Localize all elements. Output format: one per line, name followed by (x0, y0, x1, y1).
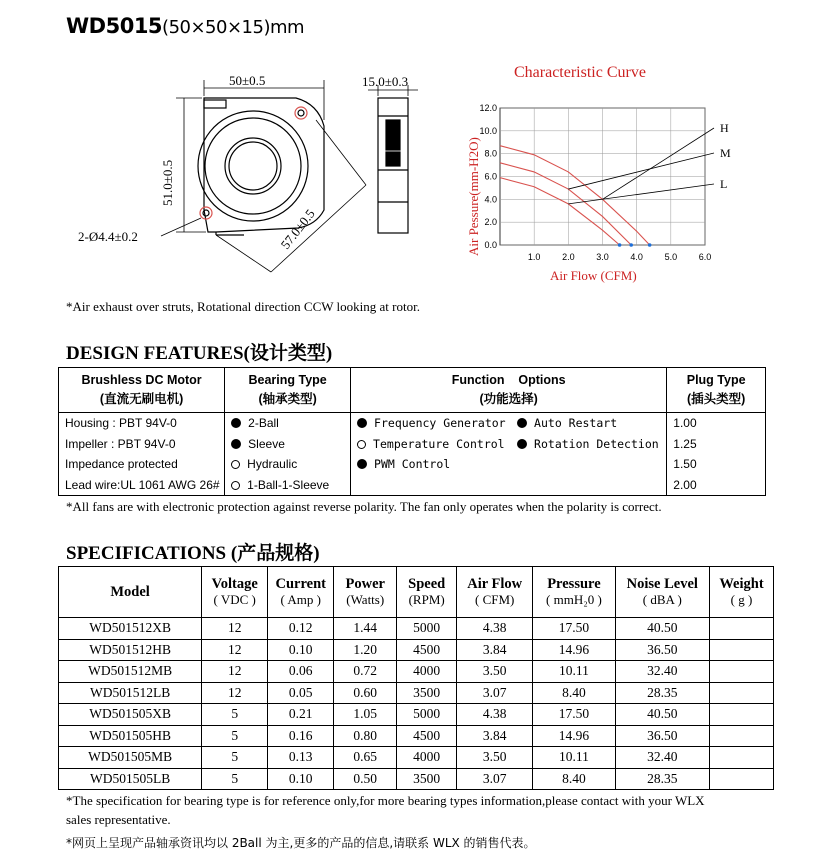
plug-type-value: 1.25 (673, 436, 697, 451)
specifications-heading: SPECIFICATIONS (产品规格) (66, 543, 320, 564)
spec-cell: 17.50 (533, 704, 615, 726)
spec-cell (710, 682, 774, 704)
motor-spec-list (59, 413, 225, 496)
spec-cell: 4500 (397, 725, 457, 747)
spec-cell: 12 (202, 682, 268, 704)
bearing-option: 1-Ball-1-Sleeve (225, 475, 350, 496)
x-tick-label: 4.0 (630, 252, 643, 262)
series-endpoint (618, 243, 622, 247)
spec-col-header: Voltage ( VDC ) (202, 567, 268, 618)
open-bullet-icon (231, 460, 240, 469)
series-curve-h (500, 146, 650, 245)
spec-cell: 36.50 (615, 639, 709, 661)
spec-cell: 3500 (397, 768, 457, 790)
spec-col-header: Pressure ( mmH₂0 ) (533, 567, 615, 618)
spec-cell (710, 704, 774, 726)
exhaust-tab (204, 100, 226, 108)
spec-cell: 14.96 (533, 725, 615, 747)
x-tick-label: 2.0 (562, 252, 575, 262)
spec-note-line2: sales representative. (66, 812, 171, 827)
spec-col-header: Weight ( g ) (710, 567, 774, 618)
mount-hole-top (295, 107, 307, 119)
design-features-heading: DESIGN FEATURES(设计类型) (66, 343, 333, 364)
spec-col-header: Speed (RPM) (397, 567, 457, 618)
spec-cell: 4000 (397, 661, 457, 683)
plug-header: Plug Type (插头类型) (667, 368, 766, 413)
y-tick-label: 12.0 (479, 103, 497, 113)
spec-cell: 5 (202, 725, 268, 747)
spec-cell (710, 747, 774, 769)
spec-cell: 12 (202, 661, 268, 683)
thickness-dimension: 15.0±0.3 (362, 74, 409, 89)
fan-hub (225, 138, 281, 194)
function-option: Auto Restart (511, 413, 661, 434)
function-option: Frequency Generator (351, 413, 511, 434)
spec-note-line1: *The specification for bearing type is for reference only,for more bearing types information,please contact with your WLX (66, 793, 705, 808)
polarity-note: *All fans are with electronic protection against reverse polarity. The fan only operates when the polarity is correct. (66, 499, 662, 514)
open-bullet-icon (357, 440, 366, 449)
spec-model-cell: WD501512XB (59, 618, 202, 640)
filled-bullet-icon (517, 439, 527, 449)
series-label: H (720, 121, 729, 135)
series-endpoint (648, 243, 652, 247)
series-leader-line (568, 153, 714, 189)
spec-cell (710, 661, 774, 683)
spec-cell: 0.21 (268, 704, 334, 726)
series-label: M (720, 146, 731, 160)
spec-row (59, 618, 774, 640)
spec-cell: 0.10 (268, 768, 334, 790)
spec-cell: 0.80 (334, 725, 397, 747)
spec-model-cell: WD501505MB (59, 747, 202, 769)
spec-cell: 10.11 (533, 661, 615, 683)
spec-cell: 0.72 (334, 661, 397, 683)
series-label: L (720, 177, 728, 191)
filled-bullet-icon (357, 459, 367, 469)
spec-cell: 17.50 (533, 618, 615, 640)
spec-cell: 8.40 (533, 768, 615, 790)
spec-cell: 0.60 (334, 682, 397, 704)
series-curve-l (500, 178, 620, 245)
spec-cell (710, 768, 774, 790)
spec-cell: 4.38 (457, 704, 533, 726)
spec-model-cell: WD501505HB (59, 725, 202, 747)
spec-cell: 36.50 (615, 725, 709, 747)
spec-cell: 0.06 (268, 661, 334, 683)
motor-spec-item: Housing : PBT 94V-0 (65, 416, 177, 430)
spec-cell: 5 (202, 747, 268, 769)
spec-cell: 0.10 (268, 639, 334, 661)
spec-col-header: Model (59, 567, 202, 618)
spec-cell: 32.40 (615, 747, 709, 769)
spec-cell (710, 639, 774, 661)
x-tick-label: 6.0 (698, 252, 712, 262)
x-tick-label: 1.0 (527, 252, 541, 262)
spec-row (59, 747, 774, 769)
width-dimension: 50±0.5 (229, 73, 266, 88)
bearing-option: 2-Ball (225, 413, 350, 434)
spec-cell (710, 618, 774, 640)
x-tick-label: 3.0 (596, 252, 609, 262)
spec-model-cell: WD501505LB (59, 768, 202, 790)
spec-cell: 1.44 (334, 618, 397, 640)
series-leader-line (603, 128, 715, 199)
spec-cell: 0.50 (334, 768, 397, 790)
motor-spec-item: Lead wire:UL 1061 AWG 26# (65, 477, 220, 492)
filled-bullet-icon (231, 439, 241, 449)
model-name: WD5015 (66, 14, 163, 38)
spec-col-header: Current ( Amp ) (268, 567, 334, 618)
model-dimensions: (50×50×15)mm (162, 17, 305, 38)
spec-cell: 0.12 (268, 618, 334, 640)
spec-cell: 12 (202, 618, 268, 640)
spec-cell: 4.38 (457, 618, 533, 640)
spec-cell: 40.50 (615, 704, 709, 726)
y-tick-label: 2.0 (484, 217, 497, 228)
plug-type-value: 2.00 (673, 477, 697, 492)
spec-cell: 3.84 (457, 725, 533, 747)
spec-cell: 0.16 (268, 725, 334, 747)
spec-cell: 0.05 (268, 682, 334, 704)
spec-row (59, 682, 774, 704)
spec-row (59, 725, 774, 747)
spec-cell: 5 (202, 704, 268, 726)
series-endpoint (629, 243, 633, 247)
y-tick-label: 8.0 (484, 148, 497, 159)
spec-row (59, 768, 774, 790)
motor-spec-item: Impeller : PBT 94V-0 (65, 436, 176, 451)
spec-cell: 14.96 (533, 639, 615, 661)
function-option: Temperature Control (351, 434, 511, 455)
spec-cell: 28.35 (615, 768, 709, 790)
series-leader-line (568, 184, 714, 204)
filled-bullet-icon (517, 418, 527, 428)
mount-hole-bottom (200, 207, 212, 219)
spec-cell: 4000 (397, 747, 457, 769)
spec-cell: 3500 (397, 682, 457, 704)
chart-y-axis-label: Air Pessure(mm-H2O) (466, 137, 481, 256)
bearing-header: Bearing Type (轴承类型) (225, 368, 351, 413)
spec-header-row (59, 567, 774, 618)
diagonal-dimension: 57.0±0.5 (277, 206, 318, 252)
height-dimension: 51.0±0.5 (160, 159, 175, 206)
specifications-table (58, 566, 774, 790)
spec-cell: 12 (202, 639, 268, 661)
spec-cell: 4500 (397, 639, 457, 661)
spec-cell: 3.50 (457, 661, 533, 683)
spec-cell: 1.05 (334, 704, 397, 726)
plug-type-list (667, 413, 766, 496)
spec-cell: 28.35 (615, 682, 709, 704)
spec-model-cell: WD501512HB (59, 639, 202, 661)
spec-row (59, 704, 774, 726)
spec-row (59, 661, 774, 683)
spec-cell: 0.65 (334, 747, 397, 769)
spec-cell: 3.07 (457, 682, 533, 704)
mechanical-drawing (66, 60, 446, 290)
spec-row (59, 639, 774, 661)
spec-cell: 40.50 (615, 618, 709, 640)
motor-header: Brushless DC Motor (直流无刷电机) (59, 368, 225, 413)
function-options-list (351, 413, 667, 496)
filled-bullet-icon (357, 418, 367, 428)
function-option: Rotation Detection (511, 434, 661, 455)
chinese-note: *网页上呈现产品轴承资讯均以 2Ball 为主,更多的产品的信息,请联系 WLX 的销售代表。 (66, 836, 536, 850)
spec-model-cell: WD501505XB (59, 704, 202, 726)
spec-cell: 3.07 (457, 768, 533, 790)
characteristic-curve-chart (462, 60, 762, 290)
spec-cell: 3.50 (457, 747, 533, 769)
page-title (66, 14, 304, 38)
function-header: Function Options (功能选择) (351, 368, 667, 413)
spec-cell: 32.40 (615, 661, 709, 683)
spec-cell: 5000 (397, 618, 457, 640)
bearing-list (225, 413, 351, 496)
bearing-option: Hydraulic (225, 454, 350, 475)
spec-cell: 5000 (397, 704, 457, 726)
y-tick-label: 10.0 (479, 125, 497, 136)
spec-model-cell: WD501512LB (59, 682, 202, 704)
fan-outer-circle (198, 111, 308, 221)
plug-type-value: 1.50 (673, 457, 697, 471)
spec-cell: 10.11 (533, 747, 615, 769)
y-tick-label: 0.0 (484, 240, 497, 250)
design-features-table (58, 367, 766, 496)
spec-col-header: Air Flow ( CFM) (457, 567, 533, 618)
y-tick-label: 4.0 (484, 194, 497, 205)
y-tick-label: 6.0 (484, 171, 497, 182)
spec-cell (710, 725, 774, 747)
chart-x-axis-label: Air Flow (CFM) (550, 268, 637, 283)
spec-col-header: Power (Watts) (334, 567, 397, 618)
spec-col-header: Noise Level ( dBA ) (615, 567, 709, 618)
spec-model-cell: WD501512MB (59, 661, 202, 683)
spec-cell: 8.40 (533, 682, 615, 704)
plug-type-value: 1.00 (673, 416, 697, 430)
spec-cell: 5 (202, 768, 268, 790)
bearing-option: Sleeve (225, 434, 350, 455)
series-curve-m (500, 163, 631, 245)
motor-spec-item: Impedance protected (65, 457, 178, 471)
chart-title: Characteristic Curve (514, 64, 646, 81)
hole-dimension: 2-Ø4.4±0.2 (78, 229, 138, 244)
function-option: PWM Control (351, 454, 511, 475)
exhaust-note: *Air exhaust over struts, Rotational direction CCW looking at rotor. (66, 299, 420, 314)
spec-cell: 1.20 (334, 639, 397, 661)
spec-cell: 3.84 (457, 639, 533, 661)
spec-cell: 0.13 (268, 747, 334, 769)
open-bullet-icon (231, 481, 240, 490)
filled-bullet-icon (231, 418, 241, 428)
x-tick-label: 5.0 (664, 252, 678, 262)
